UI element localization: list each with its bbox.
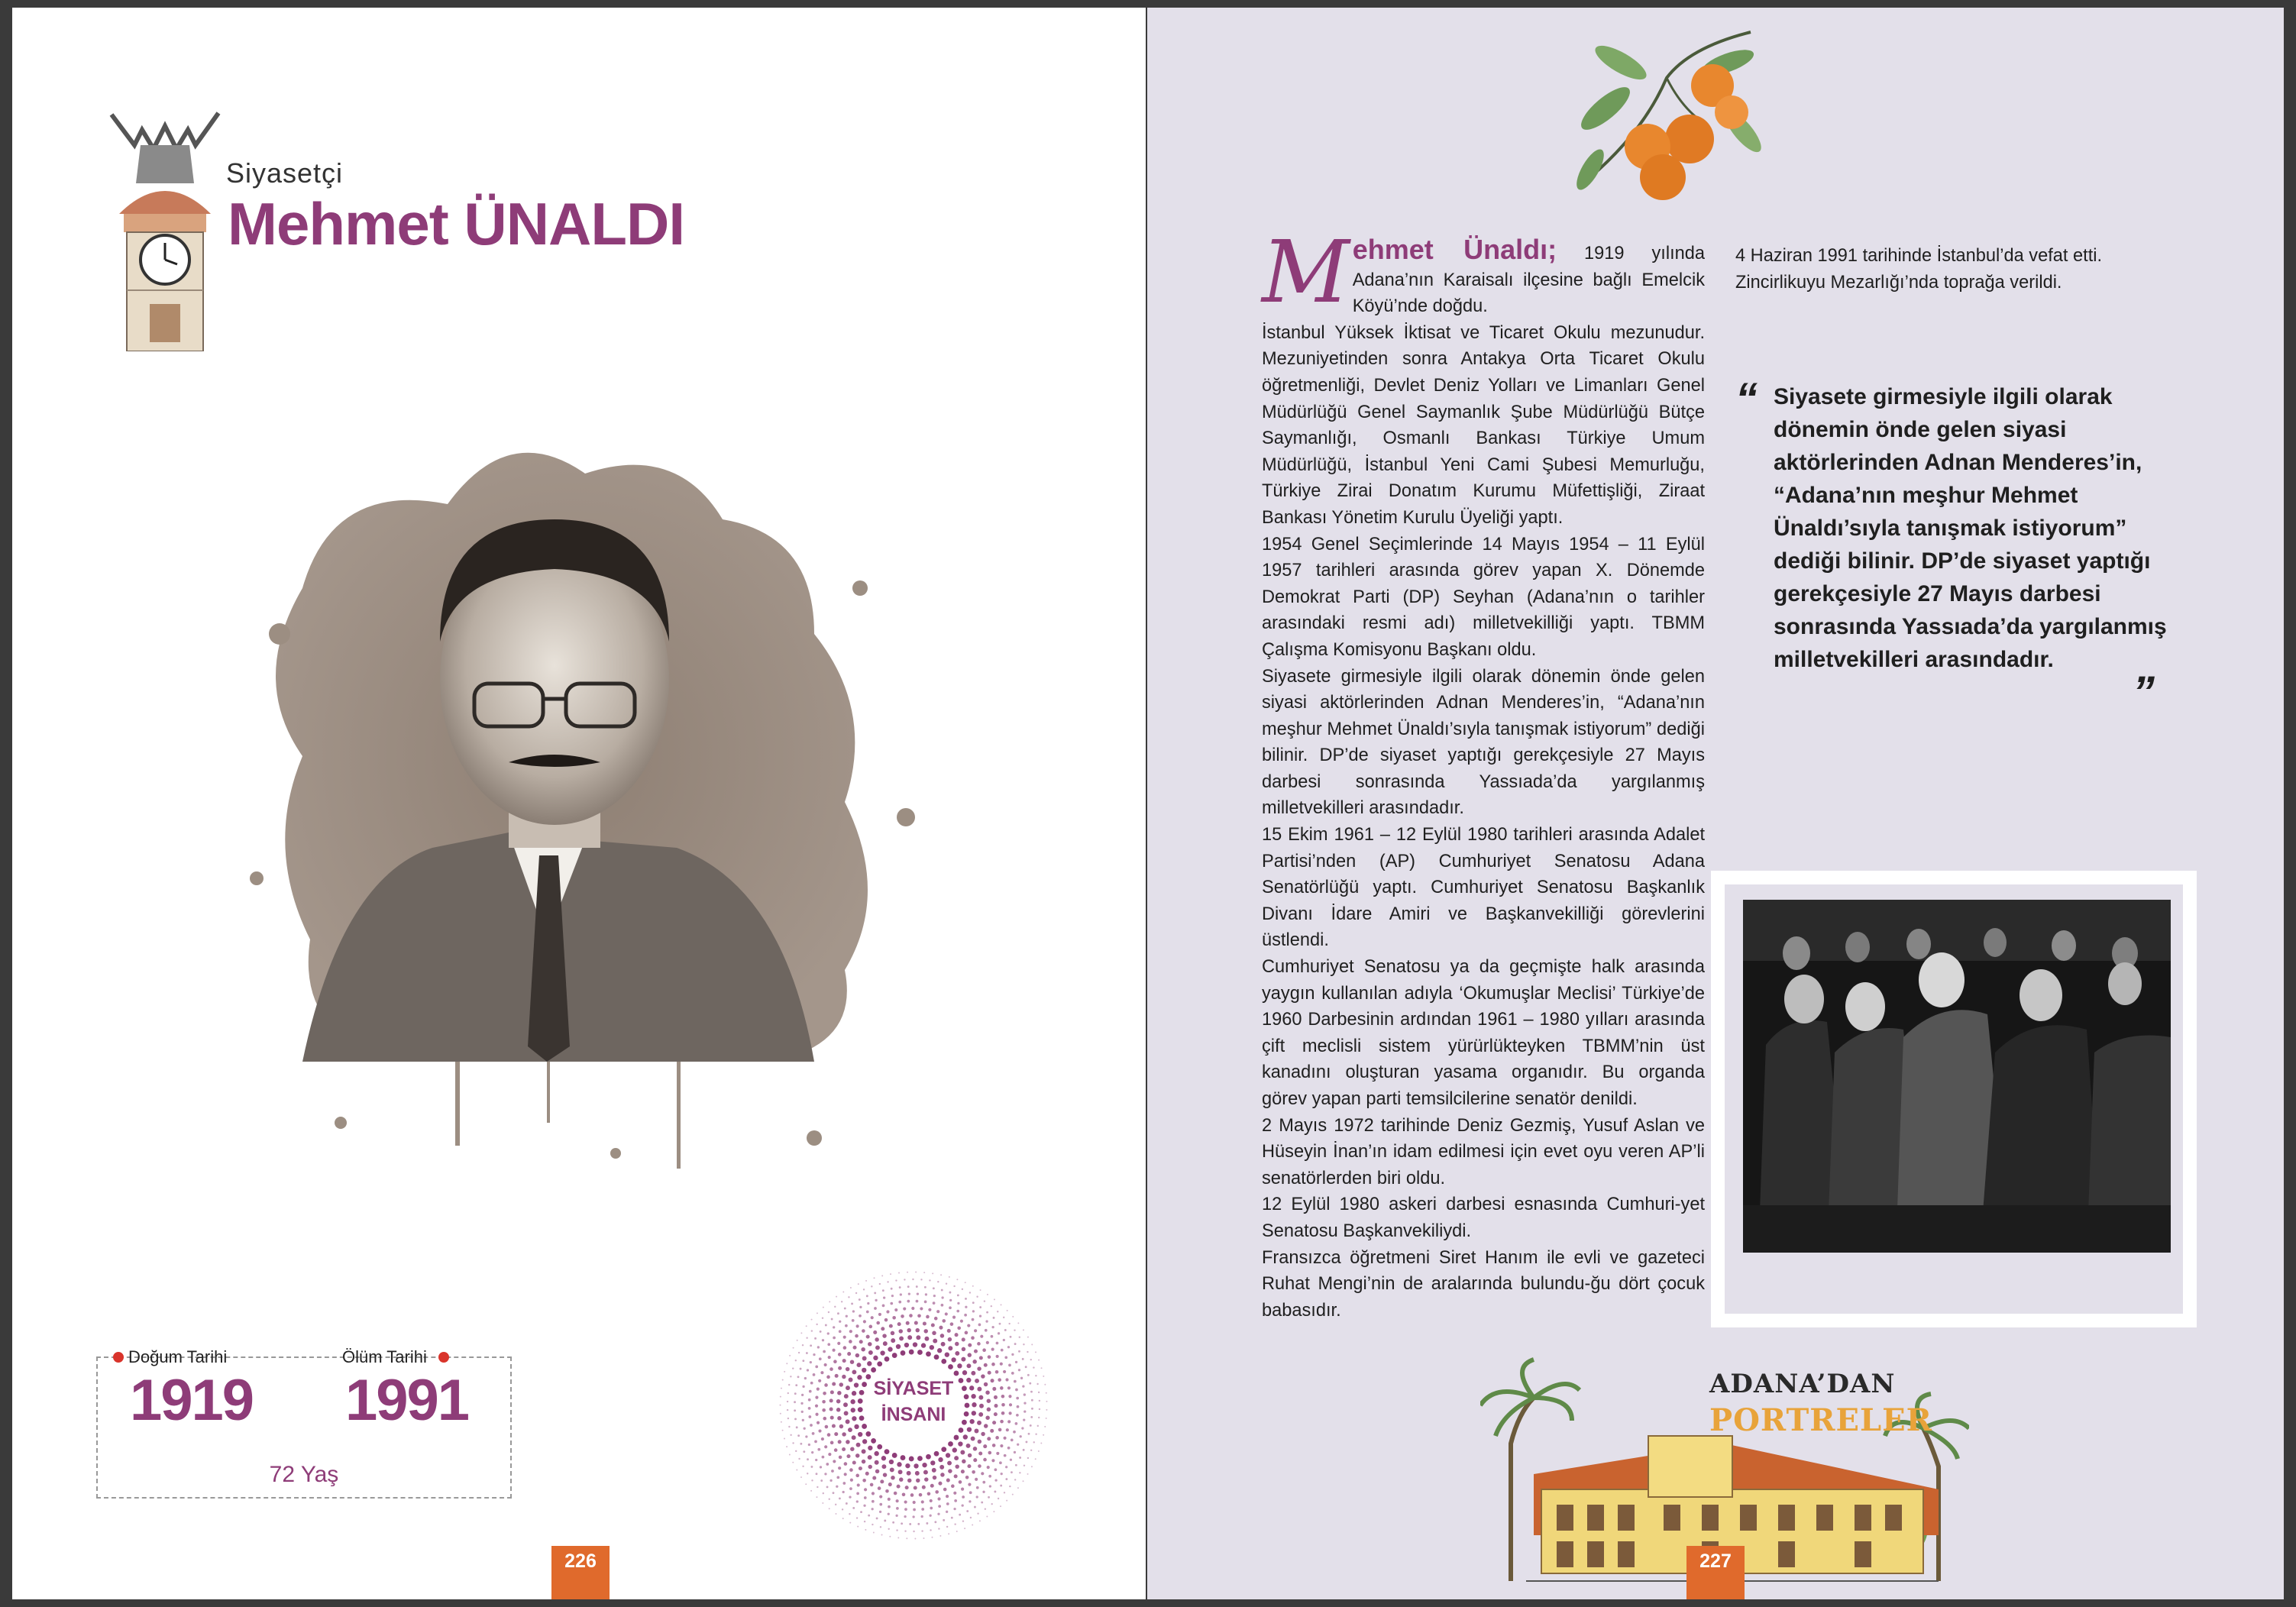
left-page (12, 8, 1146, 1599)
bio-paragraph-4: Siyasete girmesiyle ilgili olarak dönemin önde gelen siyasi aktörlerinden Adnan Menderes’in, “Adana’nın meşhur Mehmet Ünaldı’sıyla tanışmak istiyorum” dediği bilinir. DP’de siyaset yaptığı gerekçesiyle 27 Mayıs darbesi sonrasında Yassıada’da yargılanmış milletvekilleri arasındadır. (1262, 666, 1705, 819)
biography-column (1262, 223, 1705, 1324)
clock-tower-illustration (96, 99, 234, 351)
bio-paragraph-1 (1262, 223, 1705, 322)
death-note-column (1735, 243, 2178, 296)
age-label: 72 Yaş (269, 1462, 339, 1487)
quote-close-icon: ” (2133, 668, 2155, 717)
senate-group-photo (1743, 900, 2171, 1253)
page-number-left: 226 (551, 1546, 610, 1599)
bio-paragraph-3: 1954 Genel Seçimlerinde 14 Mayıs 1954 – 11 Eylül 1957 tarihleri arasında görev yapan X. Dönemde Demokrat Parti (DP) Seyhan (Adana’nın o tarihler arasındaki resmi adı) milletvekilliği yaptı. TBMM Çalışma Komisyonu Başkanı oldu. (1262, 534, 1705, 660)
bio-paragraph-9: Fransızca öğretmeni Siret Hanım ile evli ve gazeteci Ruhat Mengi’nin de aralarında bulundu-ğu dört çocuk babasıdır. (1262, 1247, 1705, 1321)
life-dates-box (96, 1347, 512, 1499)
photo-mat (1725, 884, 2183, 1314)
logo-title-line-2: PORTRELER (1709, 1402, 1932, 1438)
historical-photo-frame (1711, 871, 2197, 1327)
portrait-photo (188, 390, 990, 1245)
birth-dot-icon (113, 1352, 124, 1363)
drop-cap: M (1262, 223, 1350, 322)
bio-paragraph-1-text: 1919 yılında Adana’nın Karaisalı ilçesine bağlı Emelcik Köyü’nde doğdu. (1352, 244, 1705, 317)
bio-paragraph-5: 15 Ekim 1961 – 12 Eylül 1980 tarihleri arasında Adalet Partisi’nden (AP) Cumhuriyet Senatosu Adana Senatörlüğü yaptı. Cumhuriyet Senatosu Başkanlık Divanı İdare Amiri ve Başkanvekilliği görevlerini üstlendi. (1262, 825, 1705, 951)
quote-text: Siyasete girmesiyle ilgili olarak dönemin önde gelen siyasi aktörlerinden Adnan Menderes’in, “Adana’nın meşhur Mehmet Ünaldı’sıyla tanışmak istiyorum” dediği bilinir. DP’de siyaset yaptığı gerekçesiyle 27 Mayıs darbesi sonrasında Yassıada’da yargılanmış milletvekilleri arasındadır. (1774, 384, 2167, 672)
bio-lead-name: ehmet Ünaldı; (1352, 234, 1557, 265)
birth-year: 1919 (130, 1368, 254, 1433)
death-note: 4 Haziran 1991 tarihinde İstanbul’da vefat etti. Zincirlikuyu Mezarlığı’nda toprağa verildi. (1735, 246, 2103, 293)
death-year: 1991 (345, 1368, 469, 1433)
page-number-right: 227 (1686, 1546, 1745, 1599)
person-name: Mehmet ÜNALDI (228, 190, 685, 257)
badge-line-2: İNSANI (881, 1404, 946, 1425)
death-dot-icon (438, 1352, 449, 1363)
bio-paragraph-2: İstanbul Yüksek İktisat ve Ticaret Okulu mezunudur. Mezuniyetinden sonra Antakya Orta Ticaret Okulu öğretmenliği, Devlet Deniz Yolları ve Limanları Genel Müdürlüğü Genel Saymanlık Şube Müdürlüğü Bütçe Saymanlığı, Osmanlı Bankası Türkiye Umum Müdürlüğü, İstanbul Yeni Cami Şubesi Memurluğu, Türkiye Zirai Donatım Kurumu Müfettişliği, Ziraat Bankası Yönetim Kurulu Üyeliği yaptı. (1262, 322, 1705, 528)
badge-line-1: SİYASET (873, 1378, 954, 1399)
bio-paragraph-7: 2 Mayıs 1972 tarihinde Deniz Gezmiş, Yusuf Aslan ve Hüseyin İnan’ın idam edilmesi için evet oyu veren AP’li senatörlerden biri oldu. (1262, 1115, 1705, 1188)
category-badge (768, 1260, 1059, 1550)
orange-branch-illustration (1575, 17, 1774, 208)
quote-open-icon: “ (1735, 374, 1758, 424)
death-label: Ölüm Tarihi (342, 1347, 427, 1366)
right-page (1147, 8, 2284, 1599)
birth-label: Doğum Tarihi (128, 1347, 228, 1366)
bio-paragraph-8: 12 Eylül 1980 askeri darbesi esnasında Cumhuri-yet Senatosu Başkanvekiliydi. (1262, 1195, 1705, 1241)
role-label: Siyasetçi (226, 157, 344, 189)
logo-title-line-1: ADANA’DAN (1709, 1369, 1896, 1399)
bio-paragraph-6: Cumhuriyet Senatosu ya da geçmişte halk arasında yaygın kullanılan adıyla ‘Okumuşlar Meclisi’ Türkiye’de 1960 Darbesinin ardından 1961 – 1980 yılları arasında çift meclisli sistem yürürlükteyken TBMM’nin üst kanadını oluşturan yasama organıdır. Bu organda görev yapan parti temsilcilerine senatör denildi. (1262, 957, 1705, 1109)
